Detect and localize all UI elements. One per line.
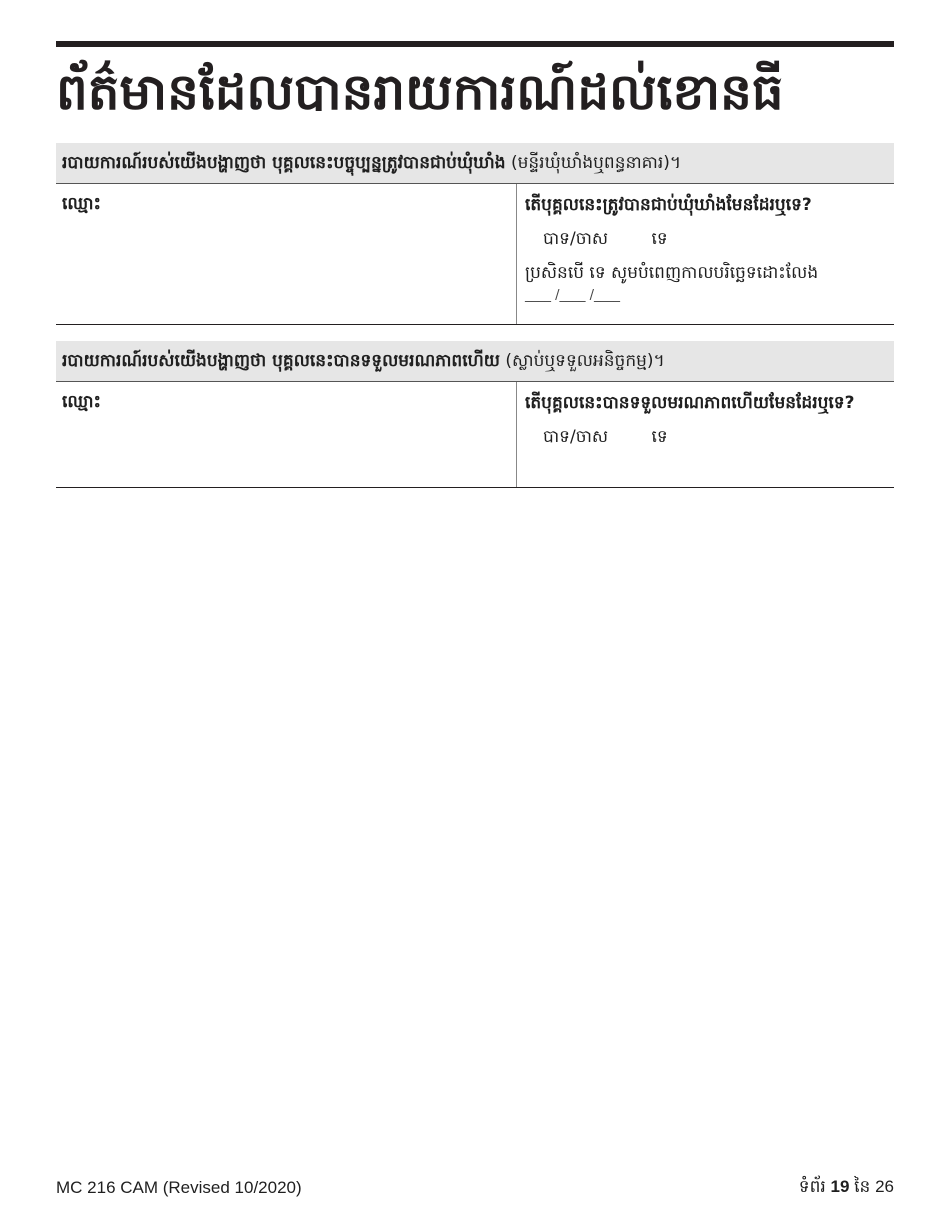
question-cell (517, 184, 894, 324)
page-of: នៃ (854, 1177, 871, 1196)
page-title: ព័ត៌មានដែលបានរាយការណ៍ដល់ខោនធី (56, 63, 784, 121)
release-date-note: ប្រសិនបើ ទេ សូមបំពេញកាលបរិច្ឆេទដោះលែង (525, 263, 819, 283)
page-total: 26 (875, 1177, 894, 1196)
option-yes[interactable]: បាទ/ចាស (543, 229, 609, 249)
name-label: ឈ្មោះ (62, 194, 102, 214)
question-cell (517, 382, 894, 487)
section-header-note: (មន្ទីរឃុំឃាំងឬពន្ធនាគារ)។ (510, 153, 682, 173)
option-yes[interactable]: បាទ/ចាស (543, 427, 609, 447)
incarcerated-question: តើបុគ្គលនេះត្រូវបានជាប់ឃុំឃាំងមែនដែរឬទេ? (525, 195, 812, 215)
deceased-question: តើបុគ្គលនេះបានទទួលមរណភាពហើយមែនដែរឬទេ? (525, 393, 855, 413)
name-field[interactable] (56, 184, 517, 324)
section-body (56, 381, 894, 488)
top-rule (56, 41, 894, 47)
form-id: MC 216 CAM (Revised 10/2020) (56, 1178, 302, 1197)
option-no[interactable]: ទេ (651, 229, 668, 249)
section-header-note: (ស្លាប់ឬទទួលអនិច្ចកម្ម)។ (505, 351, 665, 371)
section-header-text: របាយការណ៍របស់យើងបង្ហាញថា បុគ្គលនេះបច្ចុប្បន្នត្រូវបានជាប់ឃុំឃាំង (62, 153, 506, 173)
section-body (56, 183, 894, 325)
page-prefix: ទំព័រ (798, 1177, 826, 1196)
page-current: 19 (830, 1177, 850, 1196)
section-header (56, 143, 894, 183)
section-deceased (56, 341, 894, 488)
release-date-field[interactable]: ____ /____ /____ (525, 288, 621, 303)
name-field[interactable] (56, 382, 517, 487)
section-incarcerated (56, 143, 894, 325)
section-header (56, 341, 894, 381)
option-no[interactable]: ទេ (651, 427, 668, 447)
name-label: ឈ្មោះ (62, 392, 102, 412)
page-number (799, 1176, 894, 1201)
section-header-text: របាយការណ៍របស់យើងបង្ហាញថា បុគ្គលនេះបានទទួលមរណភាពហើយ (62, 351, 500, 371)
answer-options (525, 226, 886, 252)
answer-options (525, 424, 886, 450)
